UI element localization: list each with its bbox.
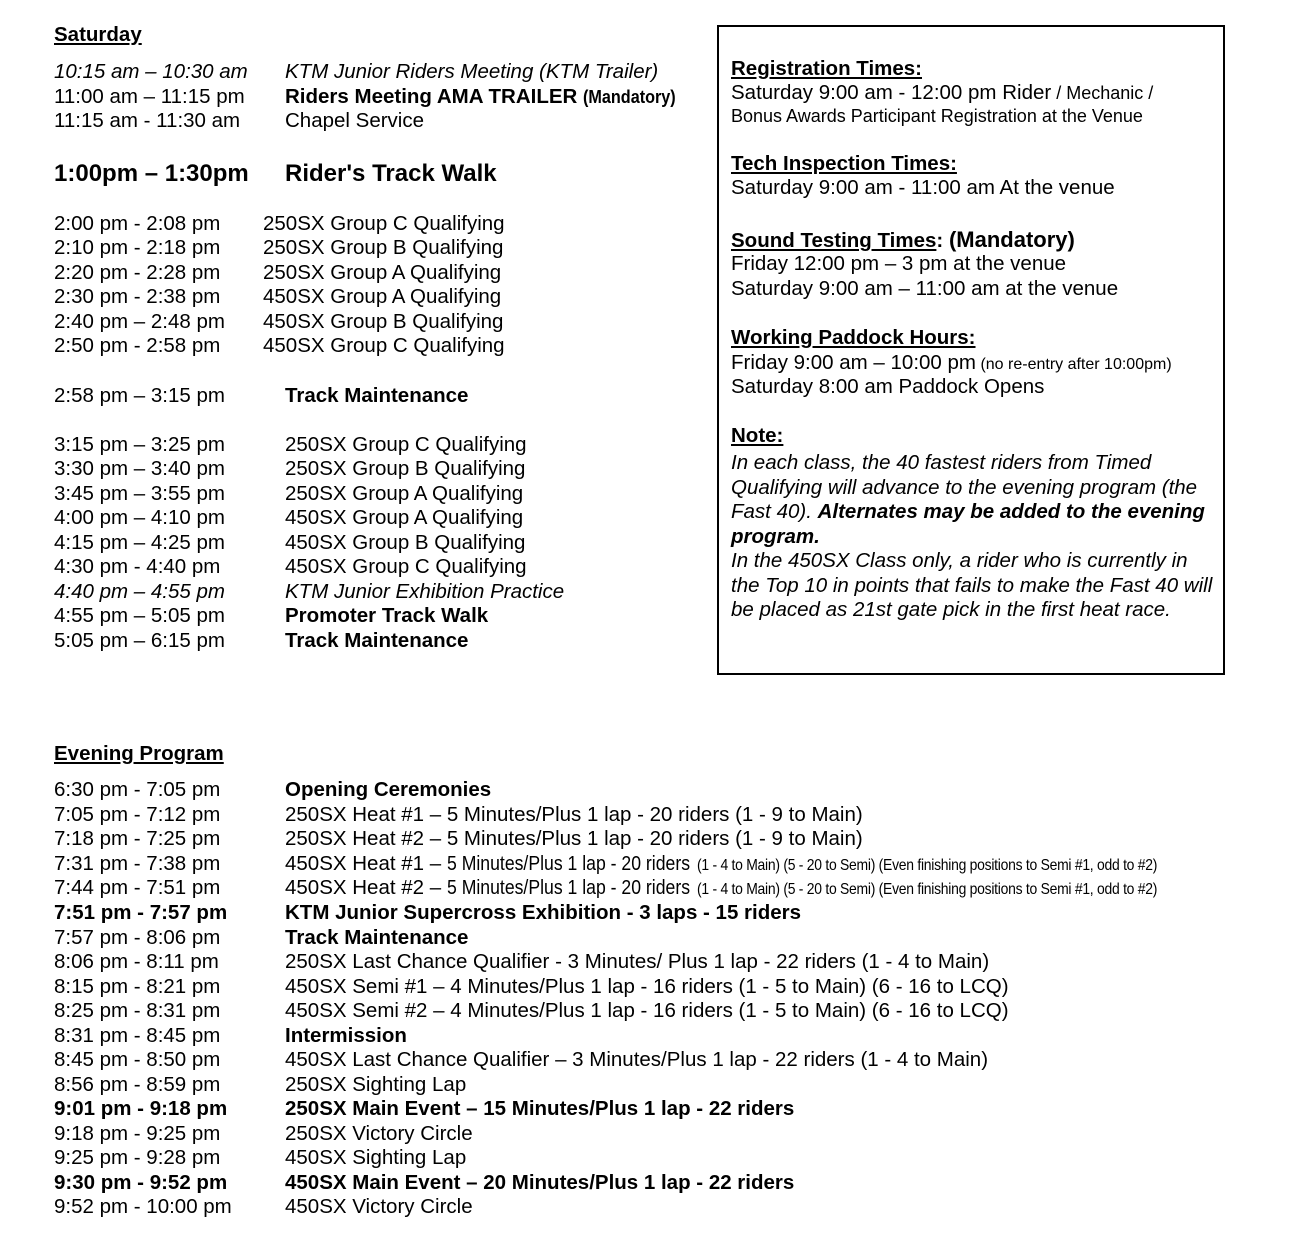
note-text: In each class, the 40 fastest riders from Timed Qualifying will advance to the evening program (the Fast 40). bbox=[731, 451, 1198, 523]
event bbox=[285, 876, 1226, 903]
time: 7:44 pm - 7:51 pm bbox=[54, 876, 221, 899]
time: 3:15 pm – 3:25 pm bbox=[54, 433, 225, 456]
time: 7:05 pm - 7:12 pm bbox=[54, 803, 221, 826]
time: 4:55 pm – 5:05 pm bbox=[54, 604, 225, 627]
event: 450SX Group C Qualifying bbox=[263, 334, 505, 357]
event-text-small: (1 - 4 to Main) (5 - 20 to Semi) (Even finishing positions to Semi #1, odd to #2) bbox=[697, 857, 1158, 874]
registration-text-small: / Mechanic / bbox=[1051, 83, 1154, 103]
time: 6:30 pm - 7:05 pm bbox=[54, 778, 221, 801]
tech-heading: Tech Inspection Times: bbox=[731, 152, 957, 175]
time: 4:00 pm – 4:10 pm bbox=[54, 506, 225, 529]
time: 2:20 pm - 2:28 pm bbox=[54, 261, 221, 284]
event: 250SX Sighting Lap bbox=[285, 1073, 467, 1096]
time: 2:30 pm - 2:38 pm bbox=[54, 285, 221, 308]
sound-heading-line bbox=[731, 228, 1075, 254]
mandatory-tag: (Mandatory) bbox=[583, 87, 676, 107]
time: 8:45 pm - 8:50 pm bbox=[54, 1048, 221, 1071]
time: 2:50 pm - 2:58 pm bbox=[54, 334, 221, 357]
event: 250SX Group B Qualifying bbox=[285, 457, 526, 480]
time: 9:01 pm - 9:18 pm bbox=[54, 1097, 228, 1120]
event: Track Maintenance bbox=[285, 629, 469, 652]
event: Promoter Track Walk bbox=[285, 604, 489, 627]
event: 250SX Group A Qualifying bbox=[263, 261, 502, 284]
time: 3:45 pm – 3:55 pm bbox=[54, 482, 225, 505]
time: 5:05 pm – 6:15 pm bbox=[54, 629, 225, 652]
event: Opening Ceremonies bbox=[285, 778, 492, 801]
evening-heading: Evening Program bbox=[54, 742, 224, 765]
time: 11:00 am – 11:15 pm bbox=[54, 85, 245, 108]
event bbox=[285, 85, 686, 110]
event-text: 450SX Heat #1 – bbox=[285, 852, 447, 875]
time: 9:30 pm - 9:52 pm bbox=[54, 1171, 228, 1194]
note-body bbox=[731, 451, 1221, 623]
event: 250SX Main Event – 15 Minutes/Plus 1 lap - 22 riders bbox=[285, 1097, 795, 1120]
sound-line: Friday 12:00 pm – 3 pm at the venue bbox=[731, 252, 1067, 275]
event: Track Maintenance bbox=[285, 926, 469, 949]
time: 2:58 pm – 3:15 pm bbox=[54, 384, 225, 407]
time: 1:00pm – 1:30pm bbox=[54, 160, 249, 187]
time: 4:40 pm – 4:55 pm bbox=[54, 580, 225, 603]
sound-mandatory: (Mandatory) bbox=[948, 227, 1075, 252]
time: 7:18 pm - 7:25 pm bbox=[54, 827, 221, 850]
time: 8:15 pm - 8:21 pm bbox=[54, 975, 221, 998]
time: 9:25 pm - 9:28 pm bbox=[54, 1146, 221, 1169]
event: 450SX Group B Qualifying bbox=[263, 310, 504, 333]
time: 8:56 pm - 8:59 pm bbox=[54, 1073, 221, 1096]
event-text: Riders Meeting AMA TRAILER bbox=[285, 85, 578, 108]
time: 4:30 pm - 4:40 pm bbox=[54, 555, 221, 578]
registration-line bbox=[731, 81, 1153, 106]
time: 2:10 pm - 2:18 pm bbox=[54, 236, 221, 259]
event: 450SX Main Event – 20 Minutes/Plus 1 lap - 22 riders bbox=[285, 1171, 795, 1194]
time: 10:15 am – 10:30 am bbox=[54, 60, 248, 83]
event: 250SX Last Chance Qualifier - 3 Minutes/ Plus 1 lap - 22 riders (1 - 4 to Main) bbox=[285, 950, 990, 973]
event: KTM Junior Supercross Exhibition - 3 laps - 15 riders bbox=[285, 901, 802, 924]
event: 450SX Last Chance Qualifier – 3 Minutes/Plus 1 lap - 22 riders (1 - 4 to Main) bbox=[285, 1048, 989, 1071]
event: KTM Junior Exhibition Practice bbox=[285, 580, 565, 603]
sound-colon: : bbox=[936, 229, 949, 252]
event: 250SX Group C Qualifying bbox=[285, 433, 527, 456]
time: 8:25 pm - 8:31 pm bbox=[54, 999, 221, 1022]
time: 11:15 am - 11:30 am bbox=[54, 109, 241, 132]
event-text-condensed: 5 Minutes/Plus 1 lap - 20 riders bbox=[446, 876, 690, 899]
paddock-text: Friday 9:00 am – 10:00 pm bbox=[731, 351, 976, 374]
event: 450SX Group B Qualifying bbox=[285, 531, 526, 554]
event: 250SX Group A Qualifying bbox=[285, 482, 524, 505]
sound-heading: Sound Testing Times bbox=[731, 229, 937, 252]
event: 450SX Group C Qualifying bbox=[285, 555, 527, 578]
event: KTM Junior Riders Meeting (KTM Trailer) bbox=[285, 60, 659, 83]
event: 450SX Semi #2 – 4 Minutes/Plus 1 lap - 16 riders (1 - 5 to Main) (6 - 16 to LCQ) bbox=[285, 999, 1009, 1022]
event-text: 450SX Heat #2 – bbox=[285, 876, 447, 899]
event-text-small: (1 - 4 to Main) (5 - 20 to Semi) (Even finishing positions to Semi #1, odd to #2) bbox=[697, 881, 1158, 898]
time: 9:52 pm - 10:00 pm bbox=[54, 1195, 232, 1218]
time: 2:00 pm - 2:08 pm bbox=[54, 212, 221, 235]
event: 450SX Victory Circle bbox=[285, 1195, 473, 1218]
time: 7:31 pm - 7:38 pm bbox=[54, 852, 221, 875]
event-text-condensed: 5 Minutes/Plus 1 lap - 20 riders bbox=[446, 852, 690, 875]
time: 4:15 pm – 4:25 pm bbox=[54, 531, 225, 554]
time: 7:57 pm - 8:06 pm bbox=[54, 926, 221, 949]
event: Intermission bbox=[285, 1024, 407, 1047]
event: 450SX Sighting Lap bbox=[285, 1146, 467, 1169]
registration-heading: Registration Times: bbox=[731, 57, 922, 80]
event: Track Maintenance bbox=[285, 384, 469, 407]
event bbox=[285, 852, 1226, 879]
paddock-line bbox=[731, 351, 1172, 378]
tech-line: Saturday 9:00 am - 11:00 am At the venue bbox=[731, 176, 1115, 199]
time: 3:30 pm – 3:40 pm bbox=[54, 457, 225, 480]
note-heading: Note: bbox=[731, 424, 784, 447]
paddock-line: Saturday 8:00 am Paddock Opens bbox=[731, 375, 1045, 398]
time: 9:18 pm - 9:25 pm bbox=[54, 1122, 221, 1145]
event: 250SX Group B Qualifying bbox=[263, 236, 504, 259]
event: 250SX Group C Qualifying bbox=[263, 212, 505, 235]
event: 450SX Semi #1 – 4 Minutes/Plus 1 lap - 16 riders (1 - 5 to Main) (6 - 16 to LCQ) bbox=[285, 975, 1009, 998]
time: 7:51 pm - 7:57 pm bbox=[54, 901, 228, 924]
sound-line: Saturday 9:00 am – 11:00 am at the venue bbox=[731, 277, 1119, 300]
paddock-heading: Working Paddock Hours: bbox=[731, 326, 976, 349]
event: Rider's Track Walk bbox=[285, 160, 497, 187]
time: 8:31 pm - 8:45 pm bbox=[54, 1024, 221, 1047]
time: 8:06 pm - 8:11 pm bbox=[54, 950, 219, 973]
event: 450SX Group A Qualifying bbox=[285, 506, 524, 529]
event: 250SX Heat #2 – 5 Minutes/Plus 1 lap - 20 riders (1 - 9 to Main) bbox=[285, 827, 863, 850]
time: 2:40 pm – 2:48 pm bbox=[54, 310, 225, 333]
registration-text: Saturday 9:00 am - 12:00 pm Rider bbox=[731, 81, 1052, 104]
note-text: In the 450SX Class only, a rider who is currently in the Top 10 in points that fails to make the Fast 40 will be placed as 21st gate pick in the first heat race. bbox=[731, 549, 1213, 621]
note-bold: Alternates may be added to the evening program. bbox=[731, 500, 1205, 548]
registration-line: Bonus Awards Participant Registration at the Venue bbox=[731, 106, 1143, 126]
event: 450SX Group A Qualifying bbox=[263, 285, 502, 308]
paddock-text-small: (no re-entry after 10:00pm) bbox=[976, 356, 1172, 373]
event: Chapel Service bbox=[285, 109, 425, 132]
saturday-heading: Saturday bbox=[54, 23, 142, 46]
event: 250SX Heat #1 – 5 Minutes/Plus 1 lap - 20 riders (1 - 9 to Main) bbox=[285, 803, 863, 826]
event: 250SX Victory Circle bbox=[285, 1122, 473, 1145]
